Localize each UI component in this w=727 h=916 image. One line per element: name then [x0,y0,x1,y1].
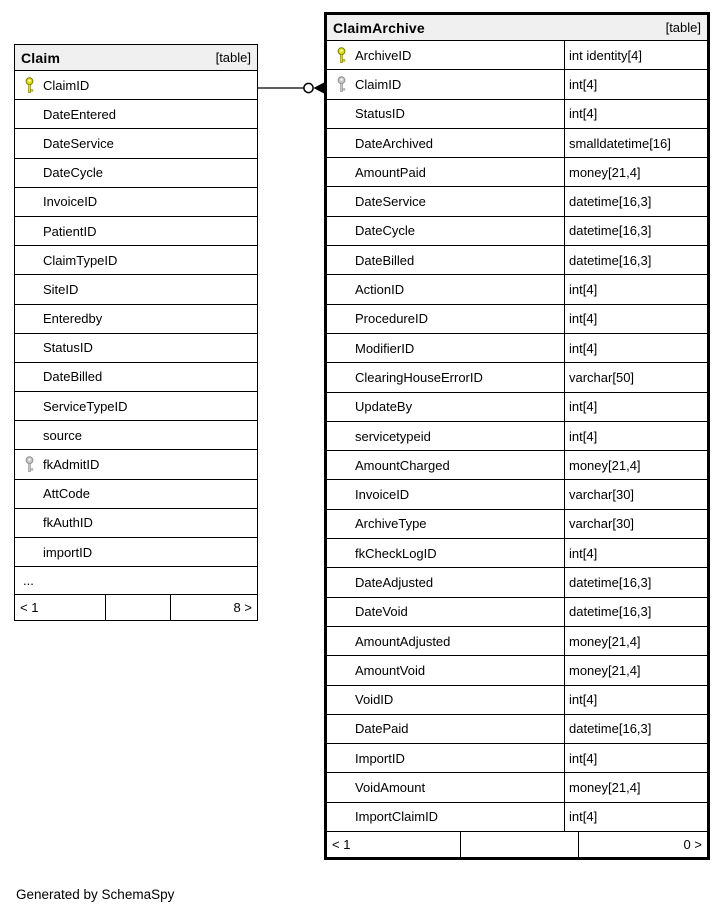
column-name: ImportClaimID [355,809,439,825]
column-type: int[4] [564,744,707,772]
table-row[interactable] [327,422,707,451]
table-row[interactable] [327,393,707,422]
primary-key-icon [327,47,355,64]
column-name-cell [15,421,257,449]
column-name-cell [327,363,564,391]
column-name-cell [15,246,257,274]
column-name: InvoiceID [43,194,98,210]
column-name-cell [327,41,564,69]
column-name: VoidID [355,692,394,708]
column-name-cell [327,129,564,157]
table-claimarchive-rows [327,41,707,832]
column-name-cell [327,393,564,421]
column-type: money[21,4] [564,158,707,186]
column-type: int identity[4] [564,41,707,69]
table-row[interactable] [327,305,707,334]
column-name-cell [15,305,257,333]
column-name: AmountCharged [355,457,450,473]
column-type: int[4] [564,334,707,362]
column-name-cell [15,129,257,157]
column-name-cell [327,686,564,714]
column-name: AmountAdjusted [355,633,451,649]
column-name: PatientID [43,223,97,239]
column-name: AttCode [43,486,90,502]
table-claimarchive[interactable] [324,12,710,860]
generated-by-note: Generated by SchemaSpy [16,887,175,902]
column-type: int[4] [564,686,707,714]
column-name-cell [15,392,257,420]
column-type: int[4] [564,70,707,98]
column-type: money[21,4] [564,451,707,479]
foreign-key-icon [327,76,355,93]
column-name: VoidAmount [355,780,426,796]
column-name: ImportID [355,750,405,766]
table-row[interactable] [15,305,257,334]
column-name-cell [327,422,564,450]
column-type: money[21,4] [564,773,707,801]
primary-key-icon [15,77,43,94]
column-name-cell [15,334,257,362]
column-type: datetime[16,3] [564,568,707,596]
column-name: DateEntered [43,106,116,122]
column-name: SiteID [43,281,79,297]
table-row[interactable] [15,480,257,509]
table-claimarchive-header[interactable] [327,15,707,41]
table-row[interactable] [327,363,707,392]
table-row[interactable] [327,627,707,656]
column-name-cell [15,363,257,391]
related-tables-right-count: 0 > [578,832,707,857]
table-row[interactable] [327,129,707,158]
table-row[interactable] [327,598,707,627]
table-row[interactable] [327,686,707,715]
table-row[interactable] [327,715,707,744]
column-name: ClaimID [43,77,90,93]
column-name-cell [15,480,257,508]
column-name-cell [327,598,564,626]
column-type: datetime[16,3] [564,598,707,626]
column-name: DateService [355,194,426,210]
column-type: int[4] [564,539,707,567]
column-name: ClaimTypeID [43,252,118,268]
table-row[interactable] [327,451,707,480]
related-tables-left-count: < 1 [20,600,39,616]
footer-middle-cell [460,832,578,857]
column-type: datetime[16,3] [564,246,707,274]
column-type: varchar[30] [564,480,707,508]
column-type: int[4] [564,393,707,421]
column-type: varchar[30] [564,510,707,538]
column-name: StatusID [355,106,405,122]
column-name: DateCycle [43,165,103,181]
table-claimarchive-footer [327,832,707,857]
column-name-cell [327,510,564,538]
table-row[interactable] [327,275,707,304]
table-row[interactable] [15,450,257,479]
column-name: DateVoid [355,604,408,620]
table-row[interactable] [327,480,707,509]
table-claim-header[interactable] [15,45,257,71]
table-row[interactable] [15,159,257,188]
column-name-cell [327,217,564,245]
ellipsis-row: ... [15,567,257,595]
column-name-cell [327,275,564,303]
table-row[interactable] [15,392,257,421]
table-row[interactable] [15,246,257,275]
footer-middle-cell [105,595,170,620]
table-row[interactable] [327,70,707,99]
column-name-cell [327,744,564,772]
table-row[interactable] [15,334,257,363]
table-claim[interactable] [14,44,258,621]
column-name: source [43,427,83,443]
table-claim-rows [15,71,257,567]
table-title: Claim [21,49,61,66]
column-name-cell [327,627,564,655]
table-row[interactable] [327,539,707,568]
column-type: datetime[16,3] [564,715,707,743]
column-name: UpdateBy [355,399,413,415]
column-type: int[4] [564,100,707,128]
table-title: ClaimArchive [333,19,425,36]
column-name-cell [327,451,564,479]
related-tables-left-count: < 1 [332,837,351,853]
column-name: importID [43,544,93,560]
column-name: ArchiveID [355,47,412,63]
column-name: DateArchived [355,135,434,151]
column-name: fkAdmitID [43,457,100,473]
column-type: int[4] [564,275,707,303]
column-name-cell [15,275,257,303]
column-name-cell [15,450,257,478]
column-type: smalldatetime[16] [564,129,707,157]
table-row[interactable] [327,568,707,597]
table-row[interactable] [15,509,257,538]
column-name-cell [15,509,257,537]
column-name: ArchiveType [355,516,427,532]
table-row[interactable] [327,217,707,246]
table-row[interactable] [15,275,257,304]
column-name: ServiceTypeID [43,398,128,414]
table-row[interactable] [15,217,257,246]
table-row[interactable] [327,334,707,363]
column-name: Enteredby [43,311,103,327]
column-name: DateBilled [43,369,103,385]
column-name-cell [15,100,257,128]
column-name: ClearingHouseErrorID [355,369,483,385]
column-name-cell [15,217,257,245]
column-name-cell [327,305,564,333]
table-row[interactable] [327,100,707,129]
column-name-cell [327,803,564,831]
column-name: DateCycle [355,223,415,239]
table-row[interactable] [15,100,257,129]
column-name-cell [327,70,564,98]
column-type: datetime[16,3] [564,187,707,215]
foreign-key-icon [15,456,43,473]
table-row[interactable] [327,656,707,685]
column-name: DateService [43,135,114,151]
column-name: StatusID [43,340,93,356]
table-row[interactable] [15,363,257,392]
column-name-cell [327,246,564,274]
column-type: int[4] [564,803,707,831]
table-row[interactable] [15,188,257,217]
zero-or-one-circle [304,83,313,92]
column-name: InvoiceID [355,487,410,503]
column-name: DateAdjusted [355,574,434,590]
column-name-cell [327,539,564,567]
table-row[interactable] [15,129,257,158]
table-row[interactable] [327,773,707,802]
column-type: money[21,4] [564,627,707,655]
column-name-cell [327,334,564,362]
table-row[interactable] [327,246,707,275]
column-name-cell [327,158,564,186]
table-row[interactable] [327,158,707,187]
column-type: datetime[16,3] [564,217,707,245]
column-name: fkAuthID [43,515,93,531]
column-name: ProcedureID [355,311,428,327]
column-name: DatePaid [355,721,409,737]
column-name-cell [327,100,564,128]
column-name-cell [327,480,564,508]
column-name-cell [327,568,564,596]
column-name-cell [15,188,257,216]
column-name-cell [327,715,564,743]
column-name-cell [15,159,257,187]
table-claim-footer [15,595,257,620]
column-name: fkCheckLogID [355,545,437,561]
related-tables-right-count: 8 > [170,595,257,620]
column-type: money[21,4] [564,656,707,684]
table-type-badge: [table] [215,50,251,65]
table-row[interactable] [327,744,707,773]
table-row[interactable] [15,421,257,450]
column-name: ActionID [355,282,405,298]
table-row[interactable] [327,41,707,70]
table-row[interactable] [327,510,707,539]
column-name: ModifierID [355,340,415,356]
table-type-badge: [table] [665,20,701,35]
table-row[interactable] [15,538,257,567]
column-name: DateBilled [355,252,415,268]
column-name-cell [15,538,257,566]
column-name-cell [327,773,564,801]
table-row[interactable] [15,71,257,100]
column-name: AmountPaid [355,164,426,180]
table-row[interactable] [327,187,707,216]
column-name: servicetypeid [355,428,431,444]
column-type: int[4] [564,305,707,333]
table-row[interactable] [327,803,707,832]
column-name-cell [327,656,564,684]
column-name: ClaimID [355,76,402,92]
column-type: varchar[50] [564,363,707,391]
column-name-cell [327,187,564,215]
relationship-connector [257,78,325,98]
column-type: int[4] [564,422,707,450]
column-name: AmountVoid [355,662,426,678]
column-name-cell [15,71,257,99]
